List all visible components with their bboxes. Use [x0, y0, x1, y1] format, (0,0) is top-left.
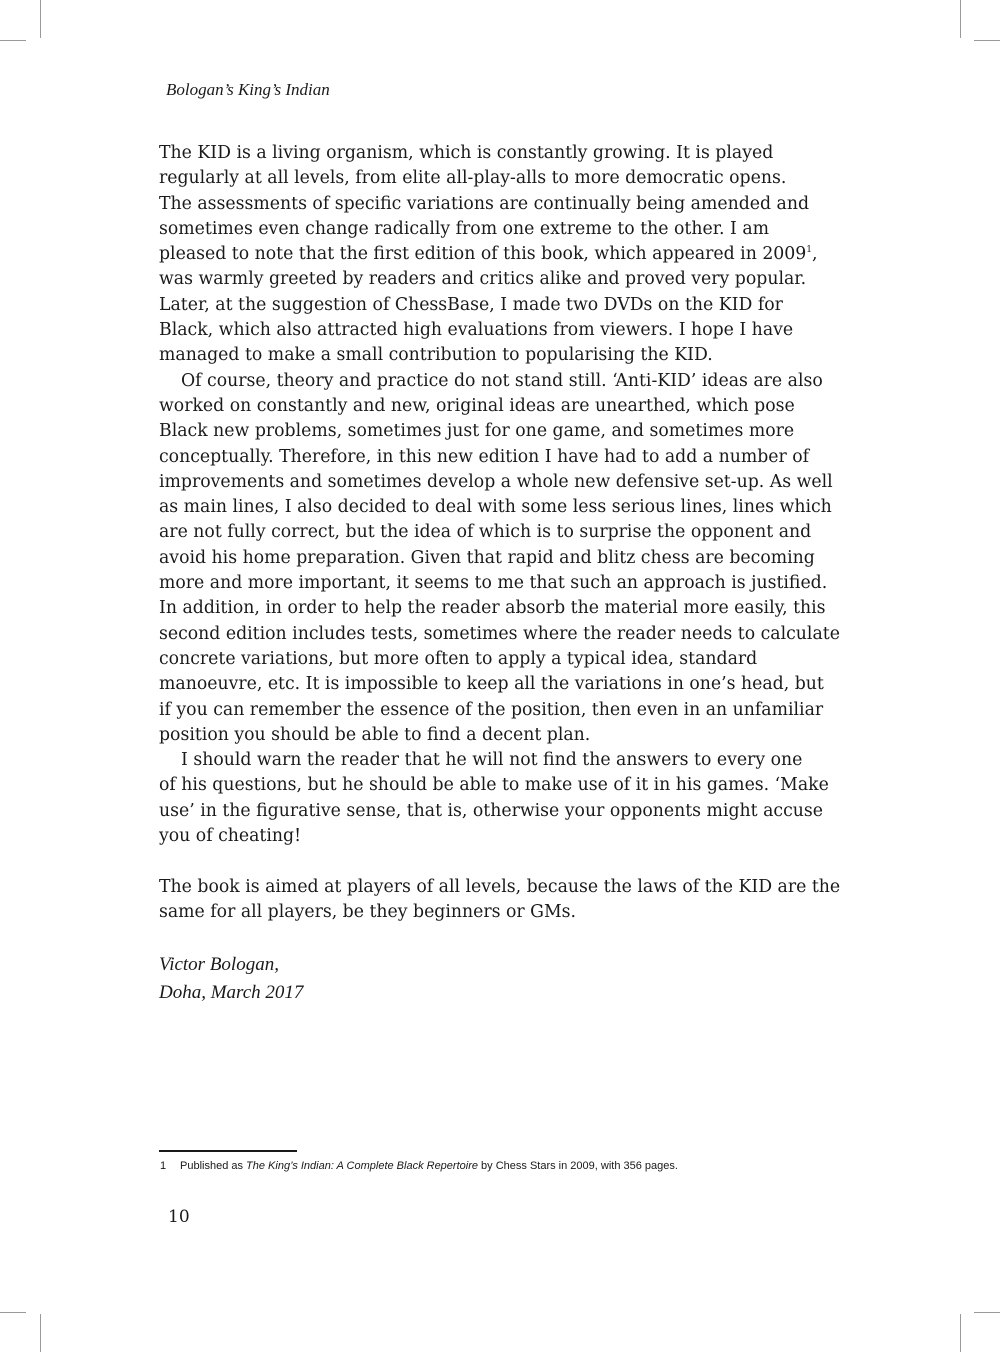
text-line: The book is aimed at players of all levels, because the laws of the KID are the — [159, 876, 841, 897]
text-line: more and more important, it seems to me that such an approach is justified. — [159, 573, 828, 594]
signature-name: Victor Bologan, — [159, 954, 279, 975]
crop-mark — [40, 0, 41, 38]
text-line: use’ in the figurative sense, that is, otherwise your opponents might accuse — [159, 800, 823, 821]
text-line: concrete variations, but more often to apply a typical idea, standard — [159, 648, 758, 669]
paragraph-1 — [159, 141, 839, 369]
crop-mark — [0, 40, 26, 41]
text-line: I should warn the reader that he will not find the answers to every one — [181, 750, 803, 771]
text-line: as main lines, I also decided to deal with some less serious lines, lines which — [159, 497, 832, 518]
text-line: second edition includes tests, sometimes where the reader needs to calculate — [159, 623, 840, 644]
paragraph-4 — [159, 875, 839, 926]
crop-mark — [974, 1312, 1000, 1313]
text-line: worked on constantly and new, original ideas are unearthed, which pose — [159, 395, 795, 416]
text-line: are not fully correct, but the idea of which is to surprise the opponent and — [159, 522, 812, 543]
running-head: Bologan’s King’s Indian — [166, 80, 330, 99]
crop-mark — [974, 40, 1000, 41]
footnote-rule — [159, 1150, 297, 1152]
crop-mark — [960, 1314, 961, 1352]
text-fragment: , — [812, 244, 818, 265]
text-line: The KID is a living organism, which is constantly growing. It is played — [159, 143, 774, 163]
footnote-suffix: by Chess Stars in 2009, with 356 pages. — [477, 1160, 678, 1172]
text-fragment: pleased to note that the first edition of this book, which appeared in 2009 — [159, 244, 807, 265]
footnote-book-title: The King’s Indian: A Complete Black Repertoire — [246, 1160, 478, 1172]
text-line: of his questions, but he should be able to make use of it in his games. ‘Make — [159, 775, 829, 796]
text-line: Of course, theory and practice do not stand still. ‘Anti-KID’ ideas are also — [181, 370, 823, 391]
text-line: Black, which also attracted high evaluations from viewers. I hope I have — [159, 320, 794, 341]
signature-place-date: Doha, March 2017 — [159, 982, 304, 1003]
text-line: regularly at all levels, from elite all-play-alls to more democratic opens. — [159, 168, 787, 189]
text-line: position you should be able to find a decent plan. — [159, 724, 591, 745]
footnote-number: 1 — [160, 1160, 167, 1172]
text-line: you of cheating! — [159, 826, 302, 847]
text-line — [159, 242, 839, 267]
text-line: Black new problems, sometimes just for one game, and sometimes more — [159, 421, 795, 442]
footnote-prefix: Published as — [180, 1160, 247, 1172]
page-number: 10 — [168, 1207, 190, 1227]
text-line: sometimes even change radically from one extreme to the other. I am — [159, 218, 770, 239]
signature — [159, 951, 303, 1007]
crop-mark — [40, 1314, 41, 1352]
footnote — [160, 1160, 678, 1172]
body-text — [159, 141, 839, 925]
text-line: In addition, in order to help the reader absorb the material more easily, this — [159, 598, 826, 619]
text-line: was warmly greeted by readers and critics alike and proved very popular. — [159, 269, 807, 290]
text-line: if you can remember the essence of the position, then even in an unfamiliar — [159, 699, 824, 720]
crop-mark — [0, 1312, 26, 1313]
text-line: avoid his home preparation. Given that rapid and blitz chess are becoming — [159, 547, 815, 568]
paragraph-2 — [159, 369, 839, 748]
footnote-reference[interactable]: 1 — [806, 245, 813, 256]
text-line: managed to make a small contribution to popularising the KID. — [159, 345, 713, 366]
text-line: Later, at the suggestion of ChessBase, I made two DVDs on the KID for — [159, 294, 783, 315]
text-line: conceptually. Therefore, in this new edition I have had to add a number of — [159, 446, 810, 467]
text-line: improvements and sometimes develop a whole new defensive set-up. As well — [159, 471, 833, 492]
crop-mark — [960, 0, 961, 38]
paragraph-3 — [159, 748, 839, 849]
paragraph-gap — [159, 849, 839, 874]
text-line: The assessments of specific variations are continually being amended and — [159, 193, 810, 214]
text-line: same for all players, be they beginners or GMs. — [159, 901, 577, 922]
text-line: manoeuvre, etc. It is impossible to keep all the variations in one’s head, but — [159, 674, 824, 695]
